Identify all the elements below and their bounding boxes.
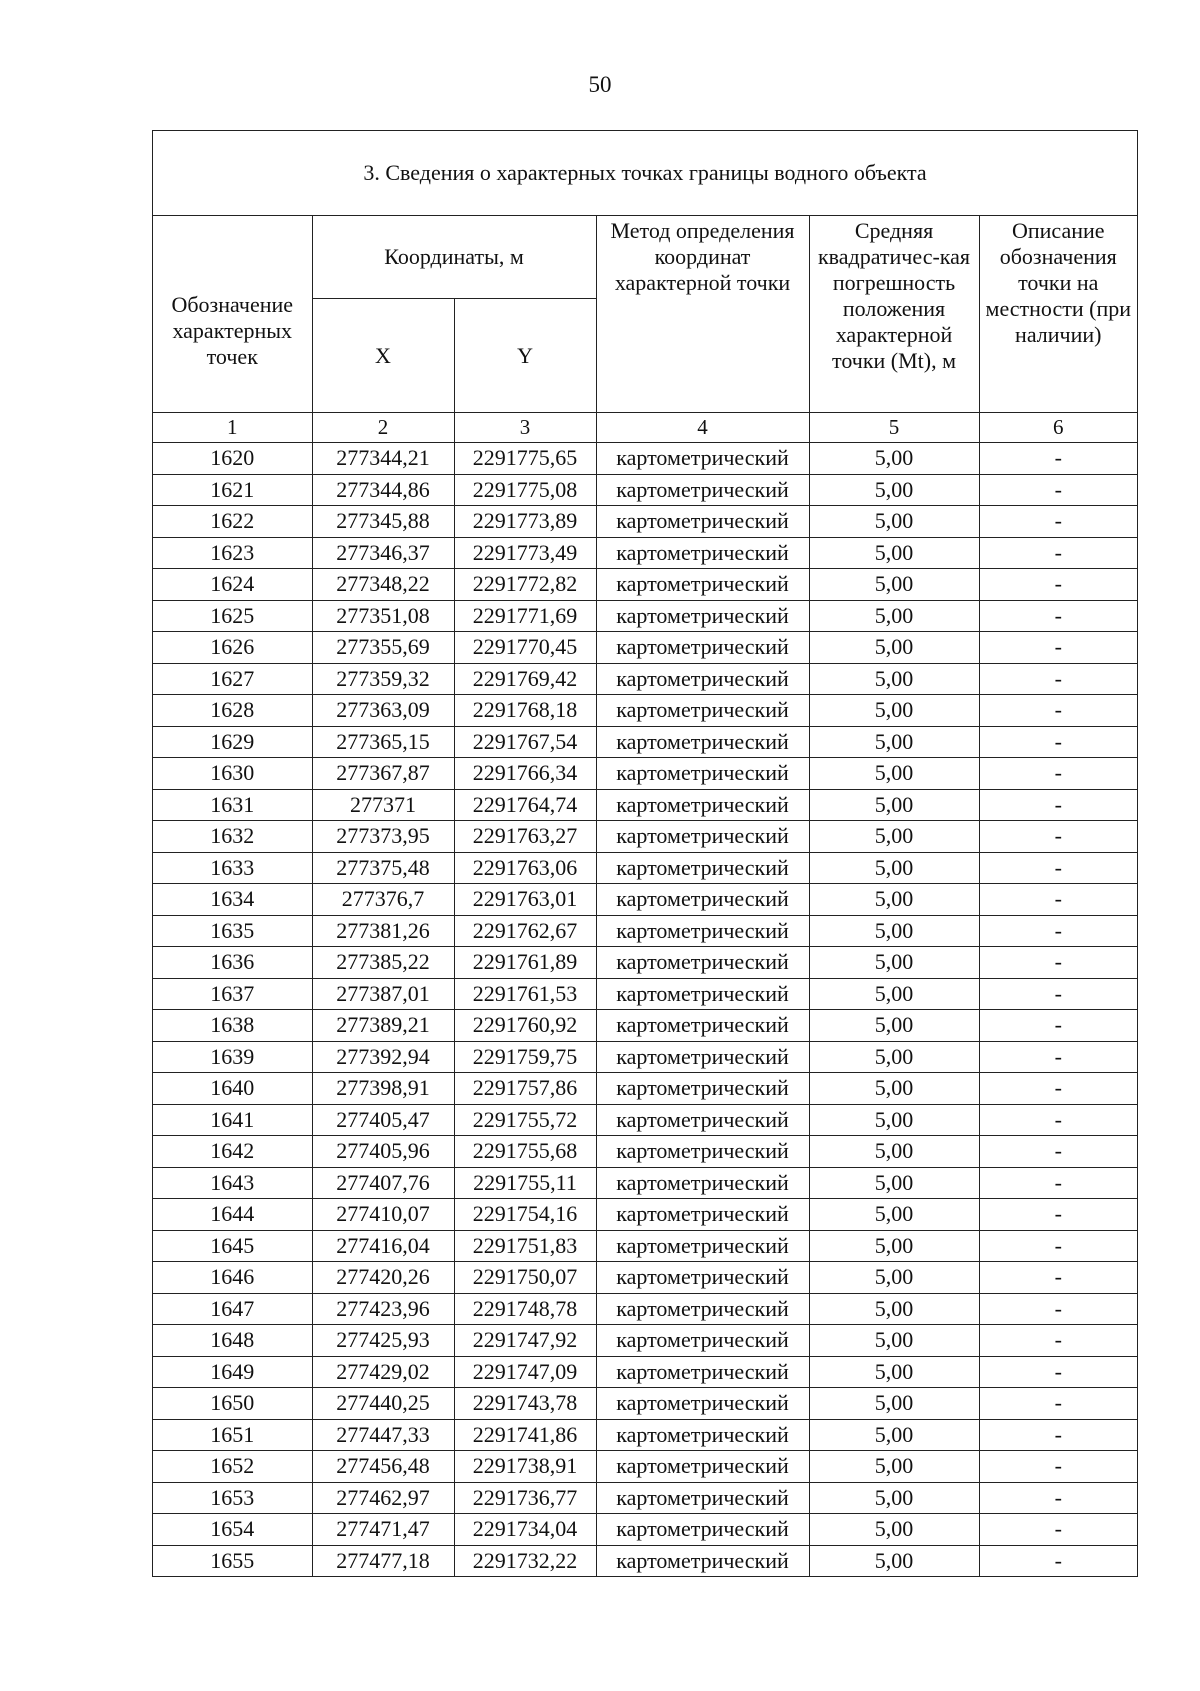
y-coordinate-cell: 2291750,07 <box>454 1262 596 1294</box>
error-cell: 5,00 <box>809 1104 979 1136</box>
column-number: 5 <box>809 413 979 443</box>
x-coordinate-cell: 277410,07 <box>312 1199 454 1231</box>
x-coordinate-cell: 277351,08 <box>312 600 454 632</box>
method-cell: картометрический <box>596 726 809 758</box>
y-coordinate-cell: 2291755,68 <box>454 1136 596 1168</box>
method-cell: картометрический <box>596 1136 809 1168</box>
table-row <box>153 1167 1137 1199</box>
header-method: Метод определения координат характерной точки <box>596 216 809 413</box>
x-coordinate-cell: 277359,32 <box>312 663 454 695</box>
x-coordinate-cell: 277462,97 <box>312 1482 454 1514</box>
error-cell: 5,00 <box>809 632 979 664</box>
method-cell: картометрический <box>596 1451 809 1483</box>
table-row <box>153 569 1137 601</box>
description-cell: - <box>979 537 1137 569</box>
y-coordinate-cell: 2291755,72 <box>454 1104 596 1136</box>
method-cell: картометрический <box>596 1073 809 1105</box>
x-coordinate-cell: 277429,02 <box>312 1356 454 1388</box>
description-cell: - <box>979 695 1137 727</box>
y-coordinate-cell: 2291761,89 <box>454 947 596 979</box>
error-cell: 5,00 <box>809 1041 979 1073</box>
description-cell: - <box>979 1451 1137 1483</box>
error-cell: 5,00 <box>809 1262 979 1294</box>
table-row <box>153 695 1137 727</box>
error-cell: 5,00 <box>809 537 979 569</box>
x-coordinate-cell: 277387,01 <box>312 978 454 1010</box>
error-cell: 5,00 <box>809 978 979 1010</box>
description-cell: - <box>979 474 1137 506</box>
method-cell: картометрический <box>596 1514 809 1546</box>
method-cell: картометрический <box>596 1356 809 1388</box>
error-cell: 5,00 <box>809 1199 979 1231</box>
method-cell: картометрический <box>596 1230 809 1262</box>
method-cell: картометрический <box>596 1167 809 1199</box>
error-cell: 5,00 <box>809 726 979 758</box>
point-number-cell: 1637 <box>153 978 312 1010</box>
y-coordinate-cell: 2291768,18 <box>454 695 596 727</box>
point-number-cell: 1643 <box>153 1167 312 1199</box>
description-cell: - <box>979 1010 1137 1042</box>
x-coordinate-cell: 277375,48 <box>312 852 454 884</box>
x-coordinate-cell: 277344,86 <box>312 474 454 506</box>
point-number-cell: 1629 <box>153 726 312 758</box>
point-number-cell: 1650 <box>153 1388 312 1420</box>
y-coordinate-cell: 2291736,77 <box>454 1482 596 1514</box>
error-cell: 5,00 <box>809 663 979 695</box>
point-number-cell: 1627 <box>153 663 312 695</box>
x-coordinate-cell: 277471,47 <box>312 1514 454 1546</box>
description-cell: - <box>979 663 1137 695</box>
header-error: Средняя квадратичес-кая погрешность положения характерной точки (Mt), м <box>809 216 979 413</box>
point-number-cell: 1651 <box>153 1419 312 1451</box>
point-number-cell: 1647 <box>153 1293 312 1325</box>
description-cell: - <box>979 758 1137 790</box>
table-row <box>153 1419 1137 1451</box>
point-number-cell: 1633 <box>153 852 312 884</box>
description-cell: - <box>979 1514 1137 1546</box>
y-coordinate-cell: 2291738,91 <box>454 1451 596 1483</box>
x-coordinate-cell: 277346,37 <box>312 537 454 569</box>
table-row <box>153 474 1137 506</box>
table-row <box>153 443 1137 475</box>
description-cell: - <box>979 1104 1137 1136</box>
table-row <box>153 1451 1137 1483</box>
method-cell: картометрический <box>596 1262 809 1294</box>
x-coordinate-cell: 277405,47 <box>312 1104 454 1136</box>
error-cell: 5,00 <box>809 1230 979 1262</box>
table-row <box>153 978 1137 1010</box>
column-number: 2 <box>312 413 454 443</box>
error-cell: 5,00 <box>809 1419 979 1451</box>
description-cell: - <box>979 789 1137 821</box>
table-row <box>153 915 1137 947</box>
table-row <box>153 1388 1137 1420</box>
column-number: 1 <box>153 413 312 443</box>
header-y: Y <box>454 299 596 413</box>
header-coordinates: Координаты, м <box>312 216 596 299</box>
point-number-cell: 1653 <box>153 1482 312 1514</box>
y-coordinate-cell: 2291754,16 <box>454 1199 596 1231</box>
method-cell: картометрический <box>596 600 809 632</box>
point-number-cell: 1630 <box>153 758 312 790</box>
point-number-cell: 1655 <box>153 1545 312 1576</box>
method-cell: картометрический <box>596 1010 809 1042</box>
table-row <box>153 947 1137 979</box>
column-number: 6 <box>979 413 1137 443</box>
point-number-cell: 1649 <box>153 1356 312 1388</box>
x-coordinate-cell: 277355,69 <box>312 632 454 664</box>
point-number-cell: 1625 <box>153 600 312 632</box>
x-coordinate-cell: 277425,93 <box>312 1325 454 1357</box>
point-number-cell: 1620 <box>153 443 312 475</box>
method-cell: картометрический <box>596 632 809 664</box>
y-coordinate-cell: 2291773,89 <box>454 506 596 538</box>
method-cell: картометрический <box>596 1388 809 1420</box>
error-cell: 5,00 <box>809 1482 979 1514</box>
method-cell: картометрический <box>596 1482 809 1514</box>
error-cell: 5,00 <box>809 1545 979 1576</box>
error-cell: 5,00 <box>809 915 979 947</box>
y-coordinate-cell: 2291732,22 <box>454 1545 596 1576</box>
error-cell: 5,00 <box>809 695 979 727</box>
x-coordinate-cell: 277348,22 <box>312 569 454 601</box>
point-number-cell: 1654 <box>153 1514 312 1546</box>
y-coordinate-cell: 2291759,75 <box>454 1041 596 1073</box>
x-coordinate-cell: 277367,87 <box>312 758 454 790</box>
description-cell: - <box>979 600 1137 632</box>
point-number-cell: 1641 <box>153 1104 312 1136</box>
table-row <box>153 1136 1137 1168</box>
method-cell: картометрический <box>596 537 809 569</box>
x-coordinate-cell: 277477,18 <box>312 1545 454 1576</box>
table-row <box>153 1010 1137 1042</box>
description-cell: - <box>979 726 1137 758</box>
point-number-cell: 1646 <box>153 1262 312 1294</box>
y-coordinate-cell: 2291775,65 <box>454 443 596 475</box>
x-coordinate-cell: 277344,21 <box>312 443 454 475</box>
point-number-cell: 1624 <box>153 569 312 601</box>
method-cell: картометрический <box>596 663 809 695</box>
description-cell: - <box>979 1073 1137 1105</box>
y-coordinate-cell: 2291775,08 <box>454 474 596 506</box>
error-cell: 5,00 <box>809 1136 979 1168</box>
table-row <box>153 1514 1137 1546</box>
description-cell: - <box>979 852 1137 884</box>
table-row <box>153 852 1137 884</box>
error-cell: 5,00 <box>809 852 979 884</box>
y-coordinate-cell: 2291772,82 <box>454 569 596 601</box>
description-cell: - <box>979 1419 1137 1451</box>
y-coordinate-cell: 2291767,54 <box>454 726 596 758</box>
y-coordinate-cell: 2291734,04 <box>454 1514 596 1546</box>
y-coordinate-cell: 2291764,74 <box>454 789 596 821</box>
error-cell: 5,00 <box>809 1356 979 1388</box>
y-coordinate-cell: 2291741,86 <box>454 1419 596 1451</box>
y-coordinate-cell: 2291747,92 <box>454 1325 596 1357</box>
description-cell: - <box>979 1325 1137 1357</box>
description-cell: - <box>979 1199 1137 1231</box>
table-row <box>153 1262 1137 1294</box>
point-number-cell: 1628 <box>153 695 312 727</box>
x-coordinate-cell: 277365,15 <box>312 726 454 758</box>
point-number-cell: 1635 <box>153 915 312 947</box>
y-coordinate-cell: 2291748,78 <box>454 1293 596 1325</box>
method-cell: картометрический <box>596 821 809 853</box>
error-cell: 5,00 <box>809 821 979 853</box>
point-number-cell: 1631 <box>153 789 312 821</box>
error-cell: 5,00 <box>809 569 979 601</box>
error-cell: 5,00 <box>809 1451 979 1483</box>
x-coordinate-cell: 277405,96 <box>312 1136 454 1168</box>
point-number-cell: 1634 <box>153 884 312 916</box>
column-number: 4 <box>596 413 809 443</box>
y-coordinate-cell: 2291743,78 <box>454 1388 596 1420</box>
description-cell: - <box>979 506 1137 538</box>
error-cell: 5,00 <box>809 1388 979 1420</box>
x-coordinate-cell: 277407,76 <box>312 1167 454 1199</box>
y-coordinate-cell: 2291763,27 <box>454 821 596 853</box>
method-cell: картометрический <box>596 1545 809 1576</box>
table-row <box>153 1073 1137 1105</box>
method-cell: картометрический <box>596 1104 809 1136</box>
table-row <box>153 821 1137 853</box>
table-row <box>153 537 1137 569</box>
description-cell: - <box>979 947 1137 979</box>
x-coordinate-cell: 277363,09 <box>312 695 454 727</box>
table-row <box>153 1199 1137 1231</box>
y-coordinate-cell: 2291762,67 <box>454 915 596 947</box>
error-cell: 5,00 <box>809 1010 979 1042</box>
description-cell: - <box>979 1136 1137 1168</box>
method-cell: картометрический <box>596 852 809 884</box>
description-cell: - <box>979 978 1137 1010</box>
y-coordinate-cell: 2291757,86 <box>454 1073 596 1105</box>
description-cell: - <box>979 443 1137 475</box>
y-coordinate-cell: 2291769,42 <box>454 663 596 695</box>
table-row <box>153 726 1137 758</box>
table-row <box>153 663 1137 695</box>
description-cell: - <box>979 915 1137 947</box>
y-coordinate-cell: 2291761,53 <box>454 978 596 1010</box>
x-coordinate-cell: 277398,91 <box>312 1073 454 1105</box>
description-cell: - <box>979 1167 1137 1199</box>
column-number: 3 <box>454 413 596 443</box>
description-cell: - <box>979 1388 1137 1420</box>
x-coordinate-cell: 277376,7 <box>312 884 454 916</box>
point-number-cell: 1622 <box>153 506 312 538</box>
table-row <box>153 632 1137 664</box>
x-coordinate-cell: 277385,22 <box>312 947 454 979</box>
error-cell: 5,00 <box>809 789 979 821</box>
table-row <box>153 1230 1137 1262</box>
table-row <box>153 1325 1137 1357</box>
x-coordinate-cell: 277416,04 <box>312 1230 454 1262</box>
method-cell: картометрический <box>596 1419 809 1451</box>
description-cell: - <box>979 1262 1137 1294</box>
error-cell: 5,00 <box>809 1514 979 1546</box>
x-coordinate-cell: 277447,33 <box>312 1419 454 1451</box>
y-coordinate-cell: 2291755,11 <box>454 1167 596 1199</box>
x-coordinate-cell: 277420,26 <box>312 1262 454 1294</box>
point-number-cell: 1644 <box>153 1199 312 1231</box>
table-row <box>153 506 1137 538</box>
method-cell: картометрический <box>596 947 809 979</box>
point-number-cell: 1652 <box>153 1451 312 1483</box>
point-number-cell: 1645 <box>153 1230 312 1262</box>
table-row <box>153 600 1137 632</box>
y-coordinate-cell: 2291773,49 <box>454 537 596 569</box>
points-table-frame <box>152 130 1138 1577</box>
y-coordinate-cell: 2291766,34 <box>454 758 596 790</box>
method-cell: картометрический <box>596 474 809 506</box>
y-coordinate-cell: 2291763,01 <box>454 884 596 916</box>
header-point-name: Обозначение характерных точек <box>153 216 312 413</box>
table-row <box>153 1482 1137 1514</box>
table-row <box>153 1104 1137 1136</box>
header-x: X <box>312 299 454 413</box>
point-number-cell: 1648 <box>153 1325 312 1357</box>
description-cell: - <box>979 1230 1137 1262</box>
error-cell: 5,00 <box>809 1293 979 1325</box>
point-number-cell: 1639 <box>153 1041 312 1073</box>
table-row <box>153 884 1137 916</box>
method-cell: картометрический <box>596 1293 809 1325</box>
description-cell: - <box>979 1041 1137 1073</box>
description-cell: - <box>979 1545 1137 1576</box>
error-cell: 5,00 <box>809 884 979 916</box>
method-cell: картометрический <box>596 884 809 916</box>
x-coordinate-cell: 277381,26 <box>312 915 454 947</box>
method-cell: картометрический <box>596 758 809 790</box>
y-coordinate-cell: 2291751,83 <box>454 1230 596 1262</box>
page-number: 50 <box>588 72 612 97</box>
x-coordinate-cell: 277392,94 <box>312 1041 454 1073</box>
y-coordinate-cell: 2291760,92 <box>454 1010 596 1042</box>
x-coordinate-cell: 277371 <box>312 789 454 821</box>
x-coordinate-cell: 277456,48 <box>312 1451 454 1483</box>
point-number-cell: 1636 <box>153 947 312 979</box>
table-row <box>153 1356 1137 1388</box>
method-cell: картометрический <box>596 695 809 727</box>
point-number-cell: 1626 <box>153 632 312 664</box>
x-coordinate-cell: 277373,95 <box>312 821 454 853</box>
method-cell: картометрический <box>596 506 809 538</box>
method-cell: картометрический <box>596 1199 809 1231</box>
error-cell: 5,00 <box>809 474 979 506</box>
description-cell: - <box>979 821 1137 853</box>
table-row <box>153 1293 1137 1325</box>
point-number-cell: 1632 <box>153 821 312 853</box>
table-row <box>153 1041 1137 1073</box>
x-coordinate-cell: 277423,96 <box>312 1293 454 1325</box>
point-number-cell: 1623 <box>153 537 312 569</box>
error-cell: 5,00 <box>809 443 979 475</box>
error-cell: 5,00 <box>809 947 979 979</box>
error-cell: 5,00 <box>809 758 979 790</box>
x-coordinate-cell: 277440,25 <box>312 1388 454 1420</box>
error-cell: 5,00 <box>809 1073 979 1105</box>
method-cell: картометрический <box>596 1041 809 1073</box>
section-title: 3. Сведения о характерных точках границы водного объекта <box>153 131 1137 216</box>
error-cell: 5,00 <box>809 506 979 538</box>
table-row <box>153 789 1137 821</box>
point-number-cell: 1642 <box>153 1136 312 1168</box>
y-coordinate-cell: 2291763,06 <box>454 852 596 884</box>
method-cell: картометрический <box>596 915 809 947</box>
y-coordinate-cell: 2291770,45 <box>454 632 596 664</box>
description-cell: - <box>979 884 1137 916</box>
description-cell: - <box>979 632 1137 664</box>
method-cell: картометрический <box>596 978 809 1010</box>
header-description: Описание обозначения точки на местности (при наличии) <box>979 216 1137 413</box>
error-cell: 5,00 <box>809 1167 979 1199</box>
description-cell: - <box>979 1356 1137 1388</box>
description-cell: - <box>979 569 1137 601</box>
description-cell: - <box>979 1293 1137 1325</box>
error-cell: 5,00 <box>809 1325 979 1357</box>
x-coordinate-cell: 277345,88 <box>312 506 454 538</box>
y-coordinate-cell: 2291747,09 <box>454 1356 596 1388</box>
characteristic-points-table <box>153 216 1137 1576</box>
table-row <box>153 1545 1137 1576</box>
method-cell: картометрический <box>596 789 809 821</box>
point-number-cell: 1638 <box>153 1010 312 1042</box>
description-cell: - <box>979 1482 1137 1514</box>
method-cell: картометрический <box>596 1325 809 1357</box>
method-cell: картометрический <box>596 443 809 475</box>
column-number-row <box>153 413 1137 443</box>
y-coordinate-cell: 2291771,69 <box>454 600 596 632</box>
x-coordinate-cell: 277389,21 <box>312 1010 454 1042</box>
error-cell: 5,00 <box>809 600 979 632</box>
point-number-cell: 1621 <box>153 474 312 506</box>
method-cell: картометрический <box>596 569 809 601</box>
point-number-cell: 1640 <box>153 1073 312 1105</box>
table-row <box>153 758 1137 790</box>
